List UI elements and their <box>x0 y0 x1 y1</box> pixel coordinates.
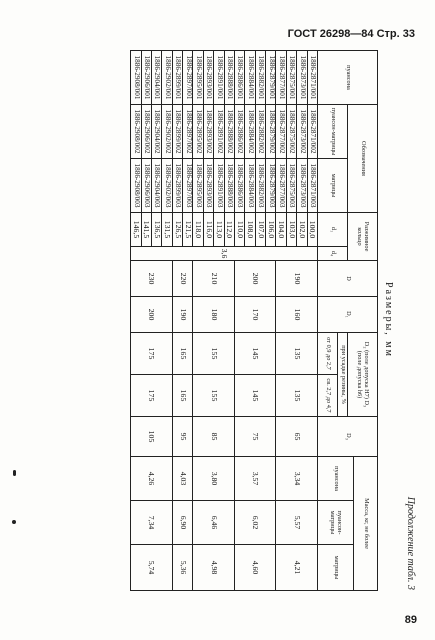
cell-mass-punch: 4,26 <box>131 457 173 501</box>
cell-punch: 1886-2904/001 <box>152 51 162 105</box>
cell-matrix: 1886-2895/003 <box>193 159 203 213</box>
cell-d1: 100,0 <box>307 213 317 247</box>
cell-punch: 1886-2899/001 <box>172 51 182 105</box>
cell-D2-rubber2: 145 <box>235 375 277 417</box>
cell-D: 200 <box>235 261 277 297</box>
header-D1: D₁ <box>318 297 378 333</box>
cell-punch-matrix: 1886-2877/002 <box>276 105 286 159</box>
page-header: ГОСТ 26298—84 Стр. 33 <box>287 28 415 40</box>
cell-D1: 190 <box>172 297 193 333</box>
cell-mass-pm: 7,34 <box>131 501 173 545</box>
cell-mass-pm: 5,57 <box>276 501 318 545</box>
table-row <box>183 51 193 591</box>
cell-matrix: 1886-2875/003 <box>286 159 296 213</box>
cell-D3: 65 <box>276 417 318 457</box>
header-D: D <box>318 261 378 297</box>
cell-mass-punch: 3,57 <box>235 457 277 501</box>
cell-punch: 1886-2891/001 <box>214 51 224 105</box>
cell-mass-pm: 6,90 <box>172 501 193 545</box>
cell-d1: 106,0 <box>266 213 276 247</box>
cell-d1: 141,5 <box>141 213 151 247</box>
cell-d1: 131,5 <box>162 213 172 247</box>
table-row <box>266 51 276 591</box>
header-punch: пуансона <box>318 51 378 105</box>
cell-matrix: 1886-2891/003 <box>214 159 224 213</box>
cell-D3: 105 <box>131 417 173 457</box>
cell-matrix: 1886-2871/003 <box>307 159 317 213</box>
cell-punch: 1886-2884/001 <box>245 51 255 105</box>
cell-punch: 1886-2875/001 <box>286 51 296 105</box>
cell-punch-matrix: 1886-2897/002 <box>183 105 193 159</box>
cell-d1: 110,0 <box>235 213 245 247</box>
cell-mass-matrix: 4,21 <box>276 545 318 591</box>
header-D3: D₃ <box>318 417 378 457</box>
cell-D2-rubber2: 165 <box>172 375 193 417</box>
cell-punch: 1886-2877/001 <box>276 51 286 105</box>
cell-D2-rubber1: 175 <box>131 333 173 375</box>
cell-D1: 170 <box>235 297 277 333</box>
cell-d1: 121,5 <box>183 213 193 247</box>
page-number: 89 <box>404 614 417 626</box>
cell-punch-matrix: 1886-2882/002 <box>255 105 265 159</box>
cell-D2-rubber1: 145 <box>235 333 277 375</box>
header-rubber-2: св. 2,7 до 4,7 <box>318 375 338 417</box>
cell-D2-rubber2: 155 <box>193 375 235 417</box>
cell-punch-matrix: 1886-2879/002 <box>266 105 276 159</box>
cell-punch: 1886-2871/001 <box>307 51 317 105</box>
header-D2: D₂ (поле допуска H7) D₃ (поле допуска h6) <box>348 333 378 417</box>
header-matrix: матрицы <box>318 159 348 213</box>
table-body <box>131 51 318 591</box>
cell-punch: 1886-2893/001 <box>203 51 213 105</box>
cell-matrix: 1886-2893/003 <box>203 159 213 213</box>
cell-D2-rubber2: 135 <box>276 375 318 417</box>
cell-d1: 107,0 <box>255 213 265 247</box>
rotated-table-block <box>130 50 416 590</box>
cell-D: 220 <box>172 261 193 297</box>
header-mass-matrix: матрицы <box>318 545 354 591</box>
cell-punch: 1886-2906/001 <box>141 51 151 105</box>
cell-d1: 104,0 <box>276 213 286 247</box>
cell-punch: 1886-2888/001 <box>224 51 234 105</box>
cell-punch-matrix: 1886-2908/002 <box>131 105 142 159</box>
cell-mass-pm: 6,46 <box>193 501 235 545</box>
cell-D2-rubber2: 175 <box>131 375 173 417</box>
cell-mass-punch: 3,34 <box>276 457 318 501</box>
cell-mass-punch: 3,80 <box>193 457 235 501</box>
cell-D2-rubber1: 135 <box>276 333 318 375</box>
cell-mass-matrix: 5,74 <box>131 545 173 591</box>
cell-D: 190 <box>276 261 318 297</box>
cell-d1: 116,0 <box>203 213 213 247</box>
cell-D2-rubber1: 155 <box>193 333 235 375</box>
scan-mark <box>13 470 16 476</box>
cell-d1: 102,0 <box>297 213 307 247</box>
cell-mass-punch: 4,03 <box>172 457 193 501</box>
table-row <box>224 51 234 591</box>
cell-matrix: 1886-2904/003 <box>152 159 162 213</box>
cell-punch: 1886-2902/001 <box>162 51 172 105</box>
header-d4: d₄ <box>318 247 348 261</box>
cell-mass-matrix: 5,36 <box>172 545 193 591</box>
cell-D: 210 <box>193 261 235 297</box>
cell-matrix: 1886-2884/003 <box>245 159 255 213</box>
cell-d1: 118,0 <box>193 213 203 247</box>
header-d1: d₁ <box>318 213 348 247</box>
cell-d1: 126,5 <box>172 213 182 247</box>
cell-punch-matrix: 1886-2895/002 <box>193 105 203 159</box>
cell-matrix: 1886-2906/003 <box>141 159 151 213</box>
cell-matrix: 1886-2879/003 <box>266 159 276 213</box>
cell-matrix: 1886-2902/003 <box>162 159 172 213</box>
cell-punch-matrix: 1886-2888/002 <box>224 105 234 159</box>
cell-punch: 1886-2882/001 <box>255 51 265 105</box>
cell-d1: 113,0 <box>214 213 224 247</box>
cell-punch-matrix: 1886-2875/002 <box>286 105 296 159</box>
header-punch-matrix: пуансон-матрицы <box>318 105 348 159</box>
cell-matrix: 1886-2897/003 <box>183 159 193 213</box>
header-stripper: Разжимное кольцо <box>348 213 378 261</box>
cell-matrix: 1886-2908/003 <box>131 159 142 213</box>
header-mass: Масса, кг, не более <box>354 457 378 591</box>
table-row <box>307 51 317 591</box>
cell-matrix: 1886-2888/003 <box>224 159 234 213</box>
cell-d1: 146,5 <box>131 213 142 247</box>
cell-d4: 3,6 <box>131 247 318 261</box>
cell-d1: 108,0 <box>245 213 255 247</box>
header-mass-pm: пуансон-матрицы <box>318 501 354 545</box>
cell-punch: 1886-2873/001 <box>297 51 307 105</box>
cell-matrix: 1886-2873/003 <box>297 159 307 213</box>
cell-punch-matrix: 1886-2873/002 <box>297 105 307 159</box>
dimensions-table <box>130 50 378 591</box>
scan-mark <box>12 520 16 524</box>
header-rubber-1: от 0,9 до 2,7 <box>318 333 338 375</box>
cell-matrix: 1886-2899/003 <box>172 159 182 213</box>
cell-d1: 136,5 <box>152 213 162 247</box>
cell-punch: 1886-2897/001 <box>183 51 193 105</box>
header-rubber: при усадке резины, % <box>338 333 348 417</box>
cell-punch-matrix: 1886-2906/002 <box>141 105 151 159</box>
cell-mass-matrix: 4,98 <box>193 545 235 591</box>
cell-punch-matrix: 1886-2904/002 <box>152 105 162 159</box>
cell-matrix: 1886-2886/003 <box>235 159 245 213</box>
cell-matrix: 1886-2882/003 <box>255 159 265 213</box>
cell-D1: 200 <box>131 297 173 333</box>
cell-matrix: 1886-2877/003 <box>276 159 286 213</box>
continuation-label: Продолжение табл. 3 <box>405 496 416 590</box>
cell-D3: 85 <box>193 417 235 457</box>
cell-D1: 160 <box>276 297 318 333</box>
sizes-label: Размеры, мм <box>383 282 394 358</box>
cell-punch-matrix: 1886-2886/002 <box>235 105 245 159</box>
cell-punch-matrix: 1886-2871/002 <box>307 105 317 159</box>
cell-mass-matrix: 4,60 <box>235 545 277 591</box>
cell-D1: 180 <box>193 297 235 333</box>
cell-punch-matrix: 1886-2884/002 <box>245 105 255 159</box>
cell-mass-pm: 6,02 <box>235 501 277 545</box>
cell-punch: 1886-2908/001 <box>131 51 142 105</box>
header-designation: Обозначения <box>348 105 378 213</box>
cell-D: 230 <box>131 261 173 297</box>
cell-punch: 1886-2879/001 <box>266 51 276 105</box>
header-mass-punch: пуансона <box>318 457 354 501</box>
cell-D3: 75 <box>235 417 277 457</box>
cell-punch-matrix: 1886-2891/002 <box>214 105 224 159</box>
table-row <box>162 51 172 591</box>
cell-d1: 112,0 <box>224 213 234 247</box>
cell-punch-matrix: 1886-2899/002 <box>172 105 182 159</box>
cell-d1: 103,0 <box>286 213 296 247</box>
cell-punch: 1886-2886/001 <box>235 51 245 105</box>
cell-D2-rubber1: 165 <box>172 333 193 375</box>
cell-punch-matrix: 1886-2893/002 <box>203 105 213 159</box>
cell-punch-matrix: 1886-2902/002 <box>162 105 172 159</box>
cell-punch: 1886-2895/001 <box>193 51 203 105</box>
cell-D3: 95 <box>172 417 193 457</box>
